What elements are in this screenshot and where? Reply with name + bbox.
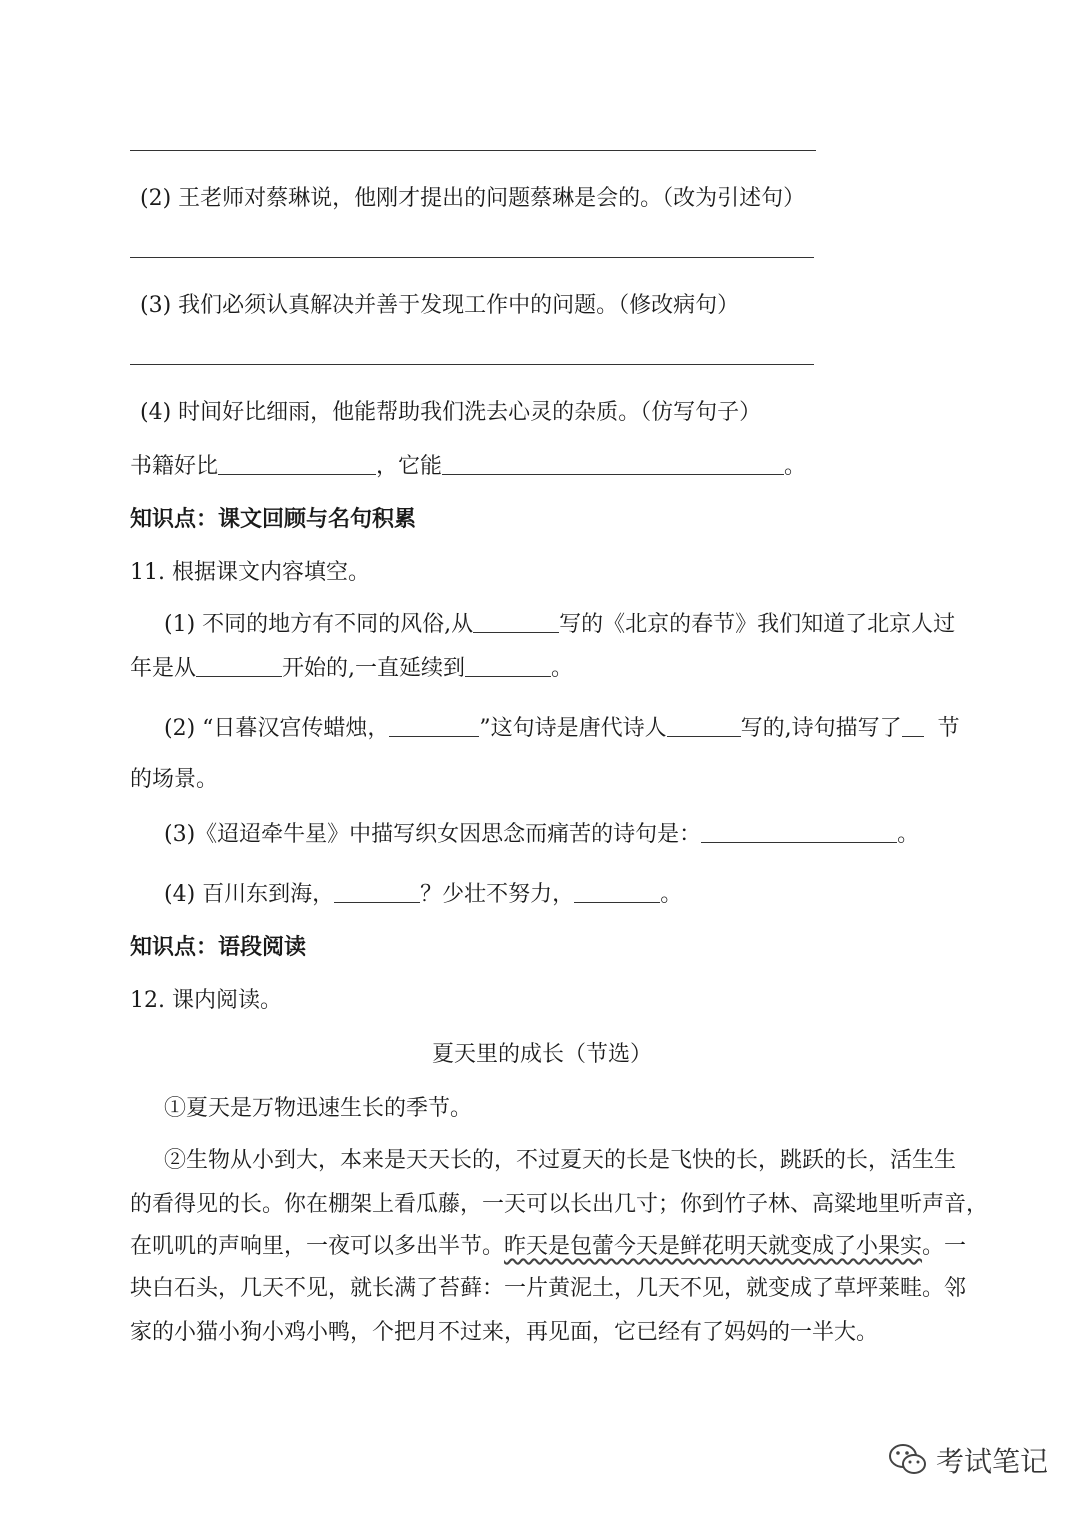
passage-p2-line-4: 块白石头，几天不见，就长满了苔藓：一片黄泥土，几天不见，就变成了草坪莱畦。邻 xyxy=(130,1276,967,1301)
blank xyxy=(196,656,282,677)
blank xyxy=(334,882,420,903)
answer-line-1 xyxy=(130,150,816,151)
text: 写的《北京的春节》我们知道了北京人过 xyxy=(559,612,956,637)
q11-item-2-line-1 xyxy=(164,714,960,744)
blank xyxy=(667,716,741,737)
passage-p2-line-5: 家的小猫小狗小鸡小鸭，个把月不过来，再见面，它已经有了妈妈的一半大。 xyxy=(130,1320,879,1345)
q12-stem: 12. 课内阅读。 xyxy=(130,988,282,1013)
passage-p2-line-3 xyxy=(130,1232,966,1262)
text: ？少壮不努力， xyxy=(420,882,575,907)
blank xyxy=(701,822,897,843)
wavy-underlined-sentence: 昨天是包蕾今天是鲜花明天就变成了小果实 xyxy=(504,1234,923,1259)
wechat-icon xyxy=(888,1442,928,1478)
text: 写的,诗句描写了 xyxy=(740,716,902,741)
text: (4) 百川东到海， xyxy=(164,882,335,907)
watermark-text: 考试笔记 xyxy=(936,1445,1049,1478)
text: (2) “日暮汉宫传蜡烛， xyxy=(164,716,390,741)
text: ”这句诗是唐代诗人 xyxy=(479,716,667,741)
q10-item-4: (4) 时间好比细雨，他能帮助我们洗去心灵的杂质。（仿写句子） xyxy=(140,400,762,425)
text: (3)《迢迢牵牛星》中描写织女因思念而痛苦的诗句是： xyxy=(164,822,702,847)
section-heading-1: 知识点：课文回顾与名句积累 xyxy=(130,507,417,532)
passage-paragraph-1: ①夏天是万物迅速生长的季节。 xyxy=(164,1096,473,1121)
q11-item-1-line-1 xyxy=(164,610,955,640)
text: 年是从 xyxy=(130,656,197,681)
fill-end: 。 xyxy=(784,454,807,479)
watermark xyxy=(888,1440,1048,1480)
passage-p2-line-2: 的看得见的长。你在棚架上看瓜藤，一天可以长出几寸；你到竹子林、高粱地里听声音， xyxy=(130,1192,989,1217)
q11-item-1-line-2 xyxy=(130,654,573,684)
q10-item-4-fill xyxy=(130,452,806,482)
q10-item-2: (2) 王老师对蔡琳说，他刚才提出的问题蔡琳是会的。（改为引述句） xyxy=(140,186,806,211)
blank xyxy=(218,454,376,475)
passage-title: 夏天里的成长（节选） xyxy=(432,1042,653,1067)
q11-item-2-line-2: 的场景。 xyxy=(130,767,219,792)
text: 在叽叽的声响里，一夜可以多出半节。 xyxy=(130,1234,505,1259)
text: 开始的,一直延续到 xyxy=(282,656,466,681)
q11-item-4 xyxy=(164,880,682,910)
answer-line-2 xyxy=(130,257,814,258)
text: (1) 不同的地方有不同的风俗,从 xyxy=(164,612,474,637)
fill-mid: ，它能 xyxy=(376,454,443,479)
q11-stem: 11. 根据课文内容填空。 xyxy=(130,560,370,585)
blank xyxy=(902,716,924,737)
blank xyxy=(473,612,559,633)
text: 。 xyxy=(897,822,920,847)
text: 。 xyxy=(551,656,574,681)
text: 。 xyxy=(660,882,683,907)
blank xyxy=(465,656,551,677)
passage-p2-line-1: ②生物从小到大，本来是天天长的，不过夏天的长是飞快的长，跳跃的长，活生生 xyxy=(164,1148,957,1173)
section-heading-2: 知识点：语段阅读 xyxy=(130,935,307,960)
answer-line-3 xyxy=(130,364,814,365)
blank xyxy=(574,882,660,903)
blank xyxy=(442,454,784,475)
q11-item-3 xyxy=(164,820,919,850)
q10-item-3: (3) 我们必须认真解决并善于发现工作中的问题。（修改病句） xyxy=(140,293,740,318)
text: 节 xyxy=(937,716,960,741)
fill-prefix: 书籍好比 xyxy=(130,454,219,479)
blank xyxy=(389,716,479,737)
text: 。一 xyxy=(922,1234,967,1259)
